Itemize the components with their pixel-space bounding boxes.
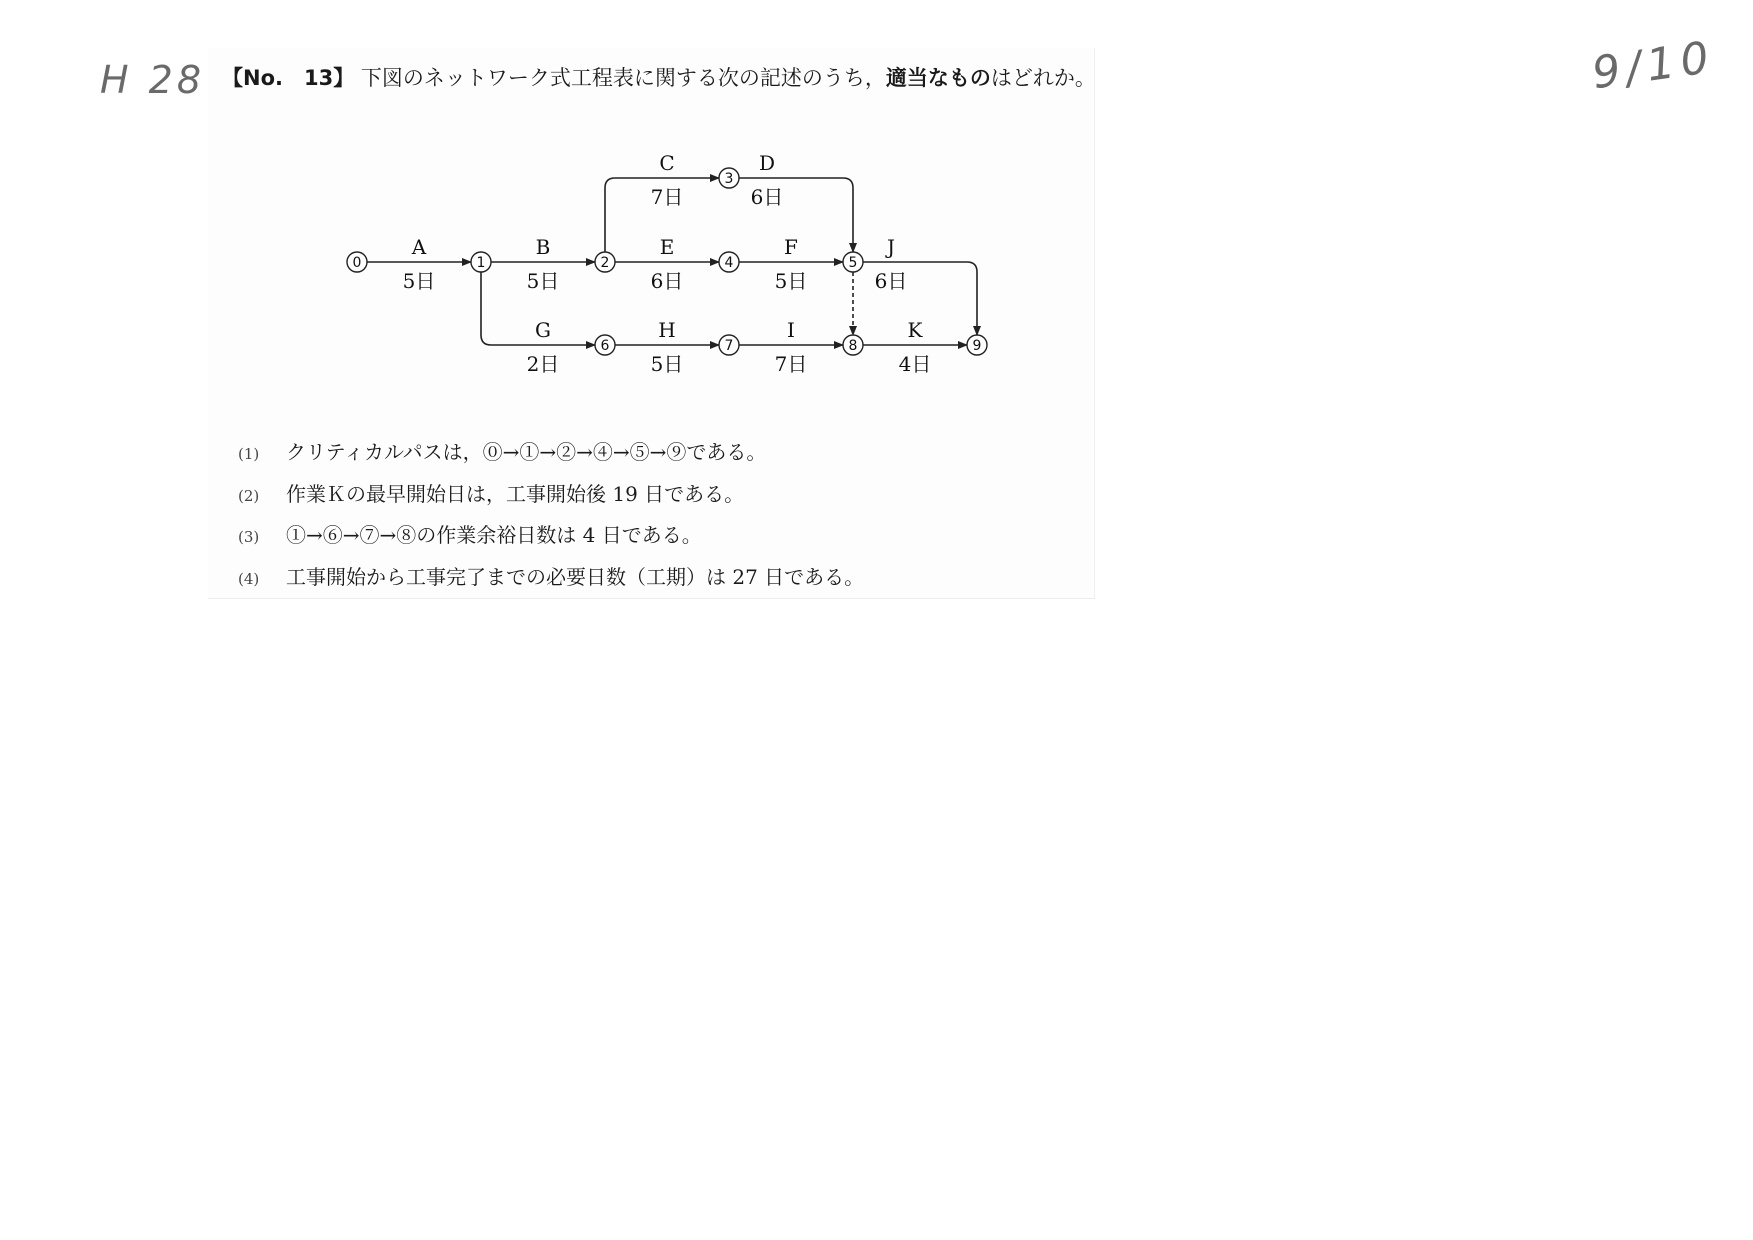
activity-duration-K: 4日 [898,352,932,376]
node-label-3: 3 [724,171,734,187]
activity-name-F: F [784,235,798,259]
activity-duration-H: 5日 [650,352,684,376]
node-label-1: 1 [476,255,486,271]
option-1-number: (1) [238,445,260,463]
activity-name-B: B [535,235,551,259]
question-text-before: 下図のネットワーク式工程表に関する次の記述のうち， [360,66,886,90]
node-label-9: 9 [972,338,982,354]
activity-duration-J: 6日 [874,269,908,293]
activity-duration-E: 6日 [650,269,684,293]
option-2[interactable] [238,478,744,507]
activity-name-G: G [535,318,551,342]
option-1-text: クリティカルパスは，⓪→①→②→④→⑤→⑨である。 [286,440,767,464]
option-2-text: 作業Ｋの最早開始日は，工事開始後 19 日である。 [286,482,745,506]
handwritten-year-note: H 28 [100,58,206,102]
activity-duration-D: 6日 [750,185,784,209]
activity-duration-C: 7日 [650,185,684,209]
activity-duration-A: 5日 [402,269,436,293]
node-label-5: 5 [848,255,858,271]
activity-name-E: E [659,235,675,259]
activity-name-I: I [787,318,795,342]
node-label-2: 2 [600,255,610,271]
question-number: 【No. 13】 [222,66,355,90]
option-3[interactable] [238,519,702,548]
option-4-number: (4) [238,570,260,588]
activity-duration-I: 7日 [774,352,808,376]
option-2-number: (2) [238,487,260,505]
activity-name-A: A [411,235,427,259]
activity-name-J: J [886,235,896,259]
node-label-0: 0 [352,255,362,271]
node-label-7: 7 [724,338,734,354]
node-label-6: 6 [600,338,610,354]
option-1[interactable] [238,436,766,465]
node-label-4: 4 [724,255,734,271]
activity-duration-G: 2日 [526,352,560,376]
option-3-number: (3) [238,528,260,546]
option-3-text: ①→⑥→⑦→⑧の作業余裕日数は 4 日である。 [286,523,702,547]
activity-name-C: C [659,151,675,175]
activity-name-D: D [758,151,776,175]
activity-name-H: H [658,318,676,342]
question-text-emphasis: 適当なもの [885,66,991,90]
activity-duration-F: 5日 [774,269,808,293]
option-4-text: 工事開始から工事完了までの必要日数（工期）は 27 日である。 [286,565,865,589]
node-label-8: 8 [848,338,858,354]
activity-name-K: K [907,318,923,342]
activity-duration-B: 5日 [526,269,560,293]
question-text-after: はどれか。 [990,66,1096,90]
option-4[interactable] [238,561,864,590]
handwritten-score: 9/10 [1589,31,1718,100]
